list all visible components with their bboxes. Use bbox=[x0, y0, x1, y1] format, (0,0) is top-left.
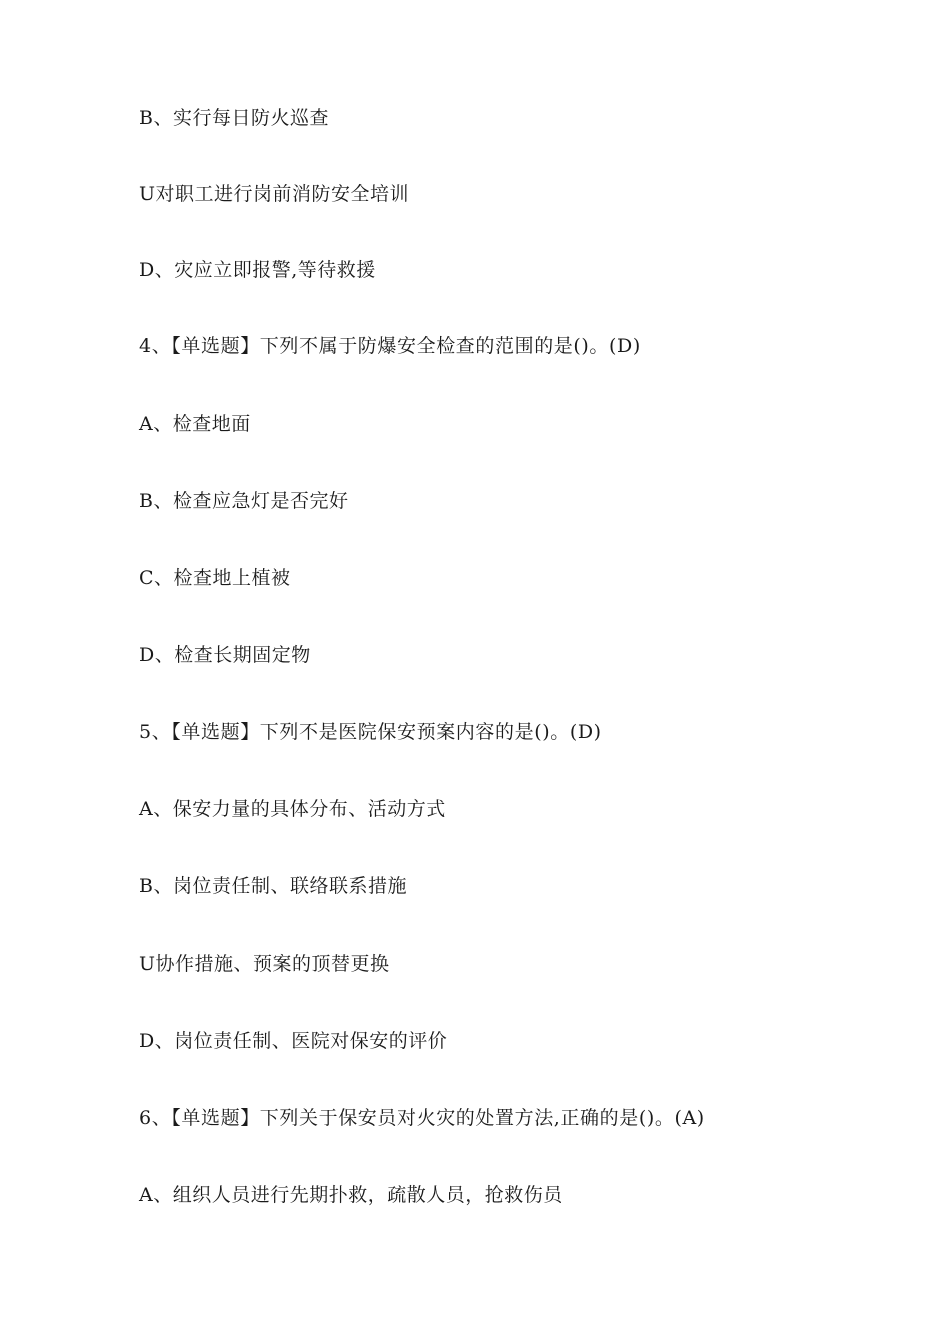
option-3-c: U对职工进行岗前消防安全培训 bbox=[139, 183, 410, 205]
option-5-a: A、保安力量的具体分布、活动方式 bbox=[139, 798, 446, 820]
question-4: 4、【单选题】下列不属于防爆安全检查的范围的是()。(D) bbox=[139, 335, 641, 357]
option-4-d: D、检查长期固定物 bbox=[139, 644, 311, 666]
question-5: 5、【单选题】下列不是医院保安预案内容的是()。(D) bbox=[139, 721, 602, 743]
option-4-a: A、检查地面 bbox=[139, 413, 251, 435]
option-5-c: U协作措施、预案的顶替更换 bbox=[139, 953, 390, 975]
option-5-d: D、岗位责任制、医院对保安的评价 bbox=[139, 1030, 448, 1052]
question-6: 6、【单选题】下列关于保安员对火灾的处置方法,正确的是()。(A) bbox=[139, 1107, 705, 1129]
option-4-b: B、检查应急灯是否完好 bbox=[139, 490, 349, 512]
option-4-c: C、检查地上植被 bbox=[139, 567, 291, 589]
option-5-b: B、岗位责任制、联络联系措施 bbox=[139, 875, 407, 897]
option-6-a: A、组织人员进行先期扑救，疏散人员，抢救伤员 bbox=[139, 1184, 563, 1206]
option-3-b: B、实行每日防火巡查 bbox=[139, 107, 329, 129]
option-3-d: D、灾应立即报警,等待救援 bbox=[139, 259, 376, 281]
